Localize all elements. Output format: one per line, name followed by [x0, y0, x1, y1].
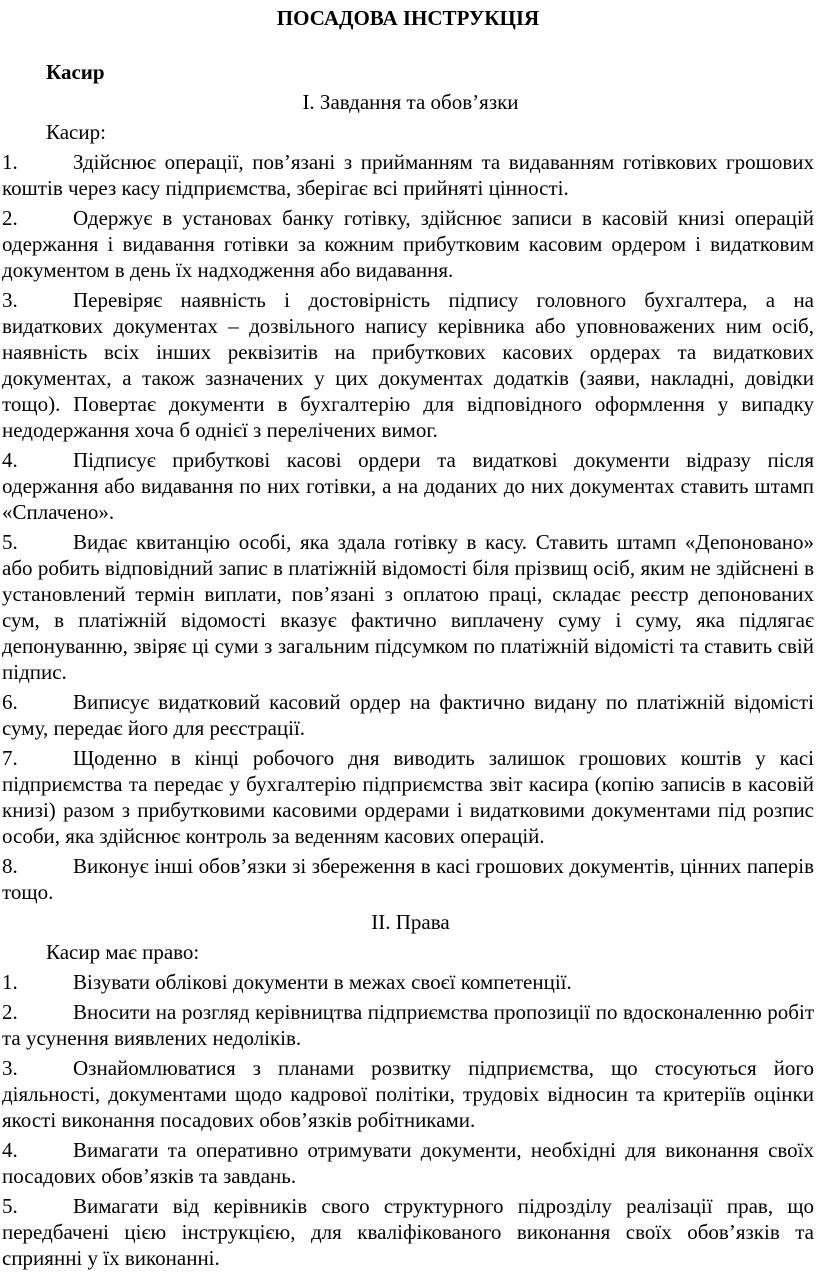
section-intro: Касир має право: [46, 940, 200, 964]
list-item [2, 853, 814, 905]
item-number: 1. [2, 970, 18, 994]
list-item [2, 1193, 814, 1271]
item-text: Здійснює операції, пов’язані з прийманням та видаванням готівкових грошових коштів через касу підприємства, зберігає всі прийняті цінності. [2, 150, 814, 200]
section-duties [2, 89, 814, 905]
item-text: Вимагати та оперативно отримувати документи, необхідні для виконання своїх посадових обов’язків та завдань. [2, 1138, 814, 1188]
item-number: 2. [2, 1000, 18, 1024]
item-text: Виконує інші обов’язки зі збереження в касі грошових документів, цінних паперів тощо. [2, 854, 814, 904]
item-number: 7. [2, 746, 18, 770]
list-item [2, 745, 814, 849]
item-number: 2. [2, 206, 18, 230]
list-item [2, 689, 814, 741]
item-text: Перевіряє наявність і достовірність підпису головного бухгалтера, а на видаткових документах – дозвільного напису керівника або уповноважених ним осіб, наявність всіх інших реквізитів на прибуткових касових ордерах та видаткових документах, а також зазначених у цих документах додатків (заяви, накладні, довідки тощо). Повертає документи в бухгалтерію для відповідного оформлення у випадку недодержання хоча б однієї з перелічених вимог. [2, 288, 814, 442]
item-text: Підписує прибуткові касові ордери та видаткові документи відразу після одержання або видавання по них готівки, а на доданих до них документах ставить штамп «Сплачено». [2, 448, 814, 524]
item-number: 4. [2, 1138, 18, 1162]
item-text: Видає квитанцію особі, яка здала готівку в касу. Ставить штамп «Депоновано» або робить відповідний запис в платіжній відомості біля прізвищ осіб, яким не здійснені в установлений термін виплати, пов’язані з оплатою праці, складає реєстр депонованих сум, в платіжній відомості вказує фактично виплачену суму і суму, яка підлягає депонуванню, звіряє ці суми з загальним підсумком по платіжній відомісті та ставить свій підпис. [2, 530, 814, 684]
list-item [2, 149, 814, 201]
item-text: Одержує в установах банку готівку, здійснює записи в касовій книзі операцій одержання і видавання готівки за кожним прибутковим касовим ордером і видатковим документом в день їх надходження або видавання. [2, 206, 814, 282]
document-title: ПОСАДОВА ІНСТРУКЦІЯ [276, 6, 540, 30]
item-number: 8. [2, 854, 18, 878]
item-number: 1. [2, 150, 18, 174]
list-item [2, 447, 814, 525]
list-item [2, 1055, 814, 1133]
item-text: Щоденно в кінці робочого дня виводить залишок грошових коштів у касі підприємства та передає у бухгалтерію підприємства звіт касира (копію записів в касовій книзі) разом з прибутковими касовими ордерами і видатковими документами під розпис особи, яка здійснює контроль за веденням касових операцій. [2, 746, 814, 848]
item-text: Ознайомлюватися з планами розвитку підприємства, що стосуються його діяльності, документами щодо кадрової політіки, трудовіх відносин та критеріїв оцінки якості виконання посадових обов’язків робітниками. [2, 1056, 814, 1132]
item-number: 5. [2, 530, 18, 554]
list-item [2, 969, 814, 995]
item-number: 4. [2, 448, 18, 472]
item-text: Виписує видатковий касовий ордер на фактично видану по платіжній відомісті суму, передає його для реєстрації. [2, 690, 814, 740]
item-number: 6. [2, 690, 18, 714]
list-item [2, 999, 814, 1051]
list-item [2, 205, 814, 283]
list-item [2, 529, 814, 685]
role-heading: Касир [46, 60, 105, 84]
list-item [2, 287, 814, 443]
section-heading: ІІ. Права [371, 910, 450, 934]
item-number: 3. [2, 288, 18, 312]
list-item [2, 1137, 814, 1189]
item-text: Вимагати від керівників свого структурного підрозділу реалізації прав, що передбачені цією інструкцією, для кваліфікованого виконання своїх обов’язків та сприянні у їх виконанні. [2, 1194, 814, 1270]
item-text: Вносити на розгляд керівництва підприємства пропозиції по вдосконаленню робіт та усунення виявлених недоліків. [2, 1000, 814, 1050]
item-number: 5. [2, 1194, 18, 1218]
item-text: Візувати облікові документи в межах своєї компетенції. [73, 970, 572, 994]
section-rights [2, 909, 814, 1271]
item-number: 3. [2, 1056, 18, 1080]
section-heading: І. Завдання та обов’язки [302, 90, 519, 114]
section-intro: Касир: [46, 120, 106, 144]
